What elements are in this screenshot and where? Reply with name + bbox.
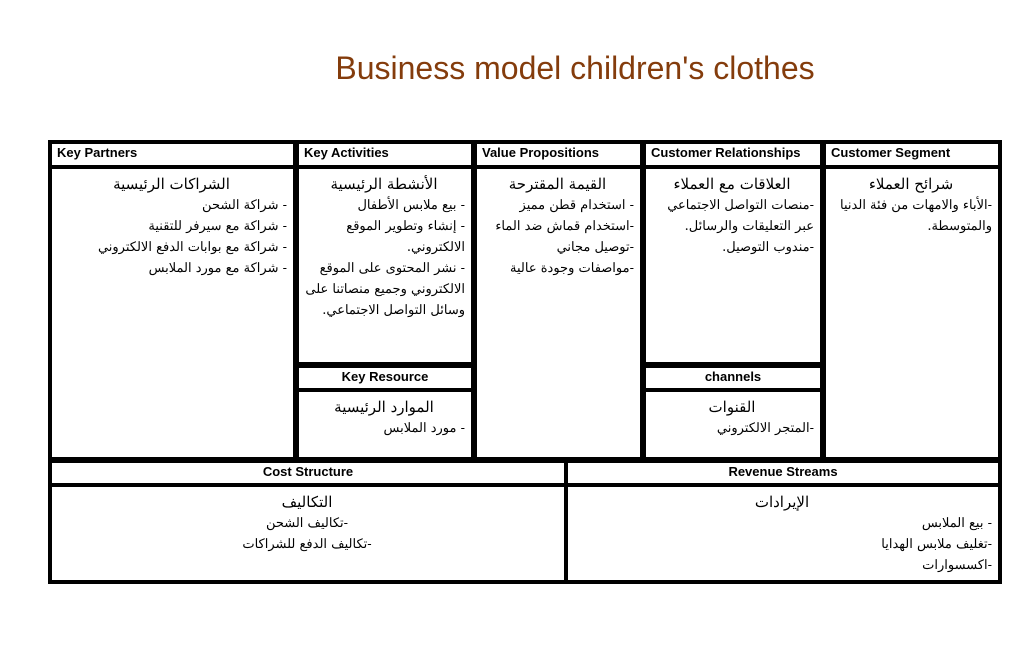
channels-header: channels (646, 368, 820, 388)
value-propositions-title: القيمة المقترحة (508, 175, 607, 193)
key-activities-header: Key Activities (299, 144, 471, 165)
cost-structure-title: التكاليف (281, 493, 333, 511)
cost-structure-cell (52, 487, 564, 580)
customer-relationships-header: Customer Relationships (646, 144, 820, 165)
channels-cell (646, 392, 820, 457)
value-propositions-header: Value Propositions (477, 144, 640, 165)
customer-segment-title: شرائح العملاء (868, 175, 954, 193)
channels-item: -المتجر الالكتروني (716, 421, 814, 436)
key-partners-cell (52, 169, 293, 457)
customer-segment-cell (826, 169, 998, 457)
revenue-streams-header: Revenue Streams (568, 463, 998, 483)
customer-relationships-item: -منصات التواصل الاجتماعي عبر التعليقات والرسائل. (667, 198, 814, 234)
key-partners-item: - شراكة مع بوابات الدفع الالكتروني (97, 240, 287, 255)
customer-relationships-item: -مندوب التوصيل. (722, 240, 814, 255)
customer-segment-header: Customer Segment (826, 144, 998, 165)
key-partners-item: - شراكة مع مورد الملابس (148, 261, 287, 276)
key-activities-item: - بيع ملابس الأطفال (357, 198, 465, 213)
key-partners-item: - شراكة الشحن (202, 198, 287, 213)
value-propositions-item: -استخدام قماش ضد الماء (495, 219, 634, 234)
cost-structure-item: -تكاليف الدفع للشراكات (242, 537, 372, 552)
revenue-streams-cell (568, 487, 998, 580)
key-activities-item: - إنشاء وتطوير الموقع الالكتروني. (346, 219, 465, 255)
cost-structure-item: -تكاليف الشحن (265, 516, 349, 531)
key-resource-title: الموارد الرئيسية (334, 398, 434, 416)
key-resource-cell (299, 392, 471, 457)
key-activities-title: الأنشطة الرئيسية (330, 175, 438, 193)
document-title: Business model children's clothes (335, 50, 815, 86)
key-resource-header: Key Resource (299, 368, 471, 388)
business-model-canvas (48, 140, 1002, 584)
revenue-streams-title: الإيرادات (754, 493, 810, 511)
customer-relationships-title: العلاقات مع العملاء (673, 175, 791, 193)
revenue-streams-item: -تغليف ملابس الهدايا (881, 537, 992, 552)
revenue-streams-item: - بيع الملابس (921, 516, 992, 531)
value-propositions-item: -مواصفات وجودة عالية (510, 261, 634, 276)
customer-relationships-cell (646, 169, 820, 362)
value-propositions-cell (477, 169, 640, 457)
value-propositions-item: - استخدام قطن مميز (519, 198, 634, 213)
key-activities-cell (299, 169, 471, 362)
key-partners-title: الشراكات الرئيسية (113, 175, 230, 193)
key-partners-item: - شراكة مع سيرفر للتقنية (148, 219, 287, 234)
value-propositions-item: -توصيل مجاني (556, 240, 634, 255)
revenue-streams-item: -اكسسوارات (922, 558, 992, 573)
key-partners-header: Key Partners (52, 144, 293, 165)
cost-structure-header: Cost Structure (52, 463, 564, 483)
key-activities-item: - نشر المحتوى على الموقع الالكتروني وجميع منصاتنا على وسائل التواصل الاجتماعي. (305, 261, 465, 318)
key-resource-item: - مورد الملابس (383, 421, 465, 436)
customer-segment-item: -الأباء والامهات من فئة الدنيا والمتوسطة. (840, 198, 992, 234)
channels-title: القنوات (708, 398, 756, 416)
